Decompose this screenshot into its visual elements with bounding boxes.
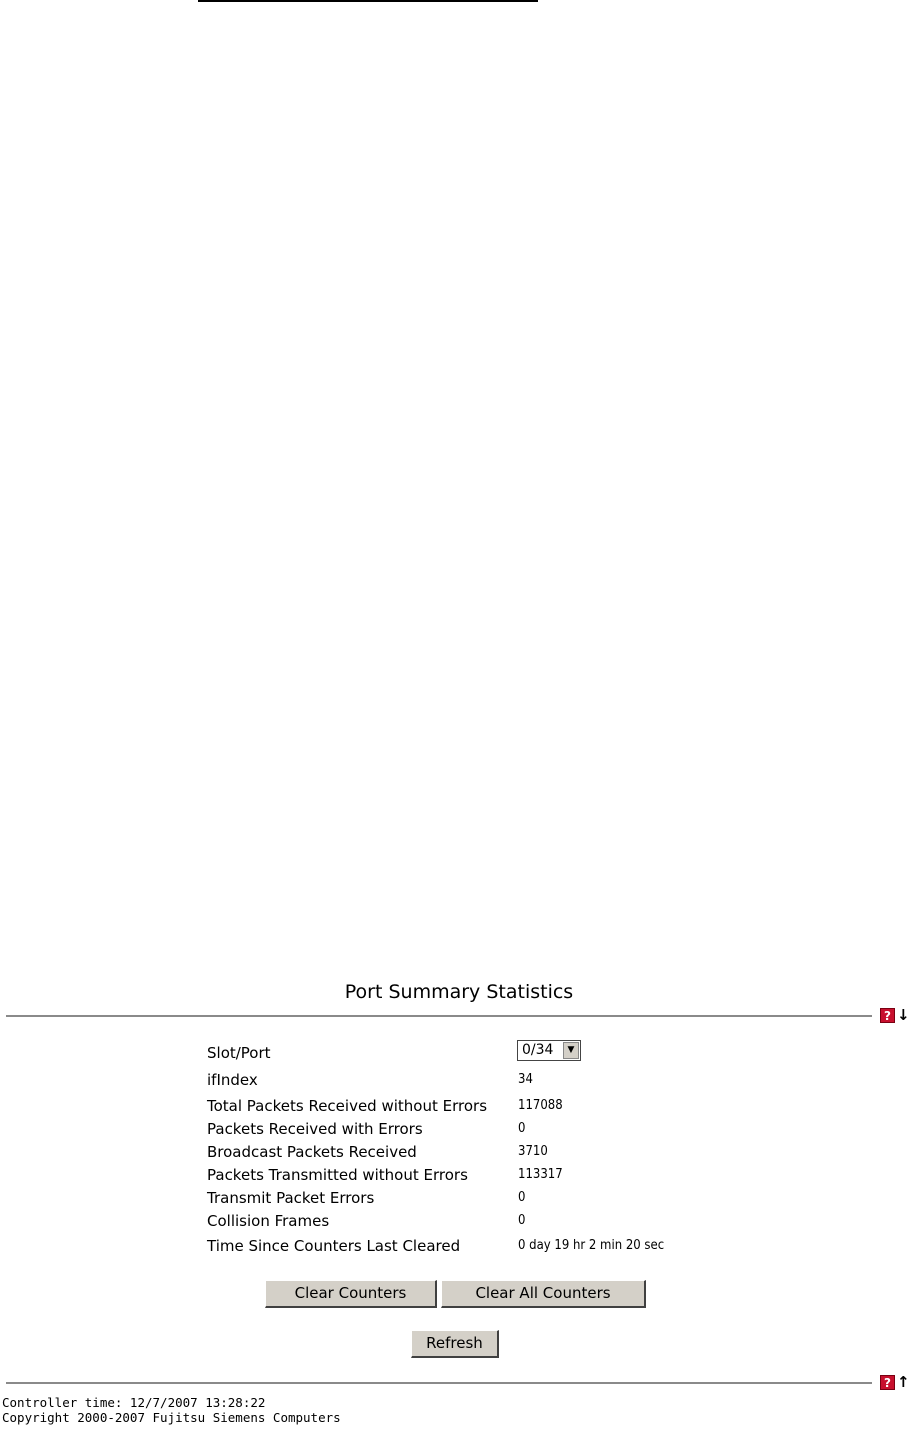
stat-row-broadcast bbox=[207, 1143, 727, 1163]
slot-port-selected-value: 0/34 bbox=[522, 1042, 554, 1058]
stat-value: 34 bbox=[518, 1072, 533, 1087]
stat-label: Packets Received with Errors bbox=[207, 1120, 423, 1138]
stat-label: Total Packets Received without Errors bbox=[207, 1097, 488, 1115]
stat-value: 117088 bbox=[518, 1098, 563, 1113]
stat-label: Transmit Packet Errors bbox=[207, 1189, 375, 1207]
stat-row-received-errors bbox=[207, 1120, 727, 1140]
stat-value: 113317 bbox=[518, 1167, 563, 1182]
stat-value: 0 bbox=[518, 1213, 526, 1228]
footer-icons bbox=[880, 1375, 910, 1390]
arrow-up-icon[interactable]: ↑ bbox=[897, 1373, 910, 1391]
stat-label: Time Since Counters Last Cleared bbox=[207, 1237, 461, 1255]
chevron-down-icon[interactable]: ▼ bbox=[563, 1042, 579, 1059]
slot-port-row bbox=[207, 1044, 727, 1064]
help-icon[interactable]: ? bbox=[880, 1008, 895, 1023]
slot-port-label: Slot/Port bbox=[207, 1044, 271, 1062]
stat-row-transmitted bbox=[207, 1166, 727, 1186]
stat-label: ifIndex bbox=[207, 1071, 258, 1089]
stat-row-ifindex bbox=[207, 1071, 727, 1091]
stat-label: Broadcast Packets Received bbox=[207, 1143, 417, 1161]
stat-row-collisions bbox=[207, 1212, 727, 1232]
footer-divider bbox=[6, 1382, 872, 1384]
refresh-button[interactable]: Refresh bbox=[411, 1330, 499, 1358]
stat-row-total-received bbox=[207, 1097, 727, 1117]
stat-value: 0 bbox=[518, 1190, 526, 1205]
clear-all-counters-button[interactable]: Clear All Counters bbox=[441, 1280, 646, 1308]
page-title: Port Summary Statistics bbox=[344, 981, 574, 1003]
stat-value: 0 bbox=[518, 1121, 526, 1136]
copyright: Copyright 2000-2007 Fujitsu Siemens Computers bbox=[2, 1410, 341, 1425]
clear-counters-button[interactable]: Clear Counters bbox=[265, 1280, 437, 1308]
header-divider bbox=[6, 1015, 872, 1017]
stat-row-transmit-errors bbox=[207, 1189, 727, 1209]
stat-value: 0 day 19 hr 2 min 20 sec bbox=[518, 1238, 665, 1253]
header-icons bbox=[880, 1008, 910, 1023]
stat-value: 3710 bbox=[518, 1144, 548, 1159]
controller-time: Controller time: 12/7/2007 13:28:22 bbox=[2, 1395, 266, 1410]
stat-label: Packets Transmitted without Errors bbox=[207, 1166, 468, 1184]
top-divider bbox=[198, 0, 538, 2]
stat-row-time-since-cleared bbox=[207, 1237, 727, 1257]
slot-port-select[interactable] bbox=[517, 1040, 581, 1061]
help-icon[interactable]: ? bbox=[880, 1375, 895, 1390]
arrow-down-icon[interactable]: ↓ bbox=[897, 1006, 910, 1024]
stat-label: Collision Frames bbox=[207, 1212, 330, 1230]
